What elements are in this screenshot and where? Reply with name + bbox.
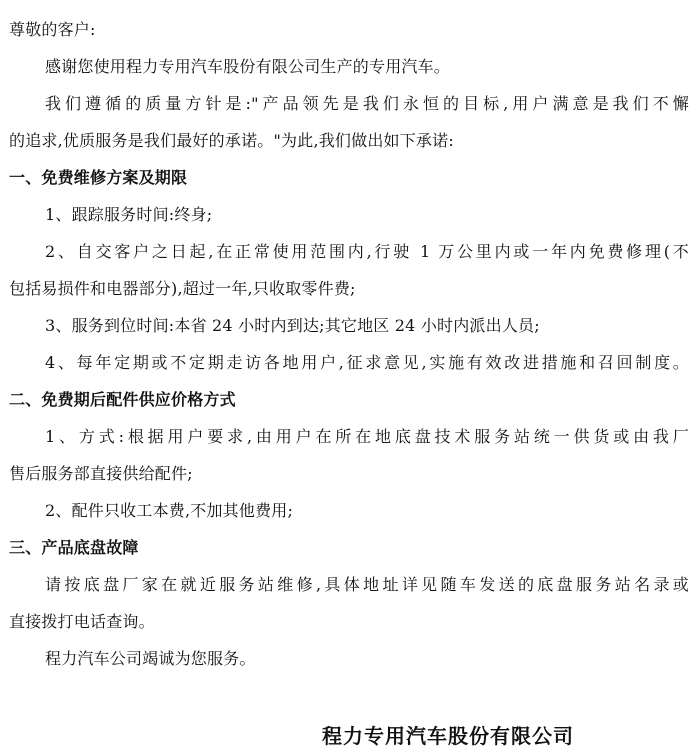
- section-1-item-1: 1、跟踪服务时间:终身;: [45, 205, 213, 224]
- closing-line: 程力汽车公司竭诚为您服务。: [45, 649, 256, 668]
- section-3-title: 三、产品底盘故障: [9, 538, 139, 557]
- section-1-item-4: 4、每年定期或不定期走访各地用户,征求意见,实施有效改进措施和召回制度。: [45, 353, 689, 372]
- section-1-item-2-line-1: 2、自交客户之日起,在正常使用范围内,行驶 1 万公里内或一年内免费修理(不: [45, 242, 689, 261]
- intro-paragraph: 感谢您使用程力专用汽车股份有限公司生产的专用汽车。: [45, 57, 451, 76]
- section-1-title: 一、免费维修方案及期限: [9, 168, 188, 187]
- section-3-body-line-1: 请按底盘厂家在就近服务站维修,具体地址详见随车发送的底盘服务站名录或: [45, 575, 689, 594]
- policy-line-2: 的追求,优质服务是我们最好的承诺。"为此,我们做出如下承诺:: [9, 131, 454, 150]
- greeting: 尊敬的客户:: [9, 20, 96, 39]
- section-2-item-2: 2、配件只收工本费,不加其他费用;: [45, 501, 294, 520]
- section-3-body-line-2: 直接拨打电话查询。: [9, 612, 155, 631]
- policy-line-1: 我们遵循的质量方针是:"产品领先是我们永恒的目标,用户满意是我们不懈: [45, 94, 689, 113]
- section-1-item-2-line-2: 包括易损件和电器部分),超过一年,只收取零件费;: [9, 279, 356, 298]
- section-2-item-1-line-1: 1、方式:根据用户要求,由用户在所在地底盘技术服务站统一供货或由我厂: [45, 427, 689, 446]
- section-1-item-3: 3、服务到位时间:本省 24 小时内到达;其它地区 24 小时内派出人员;: [45, 316, 540, 335]
- section-2-title: 二、免费期后配件供应价格方式: [9, 390, 236, 409]
- company-signature: 程力专用汽车股份有限公司: [322, 724, 574, 748]
- section-2-item-1-line-2: 售后服务部直接供给配件;: [9, 464, 193, 483]
